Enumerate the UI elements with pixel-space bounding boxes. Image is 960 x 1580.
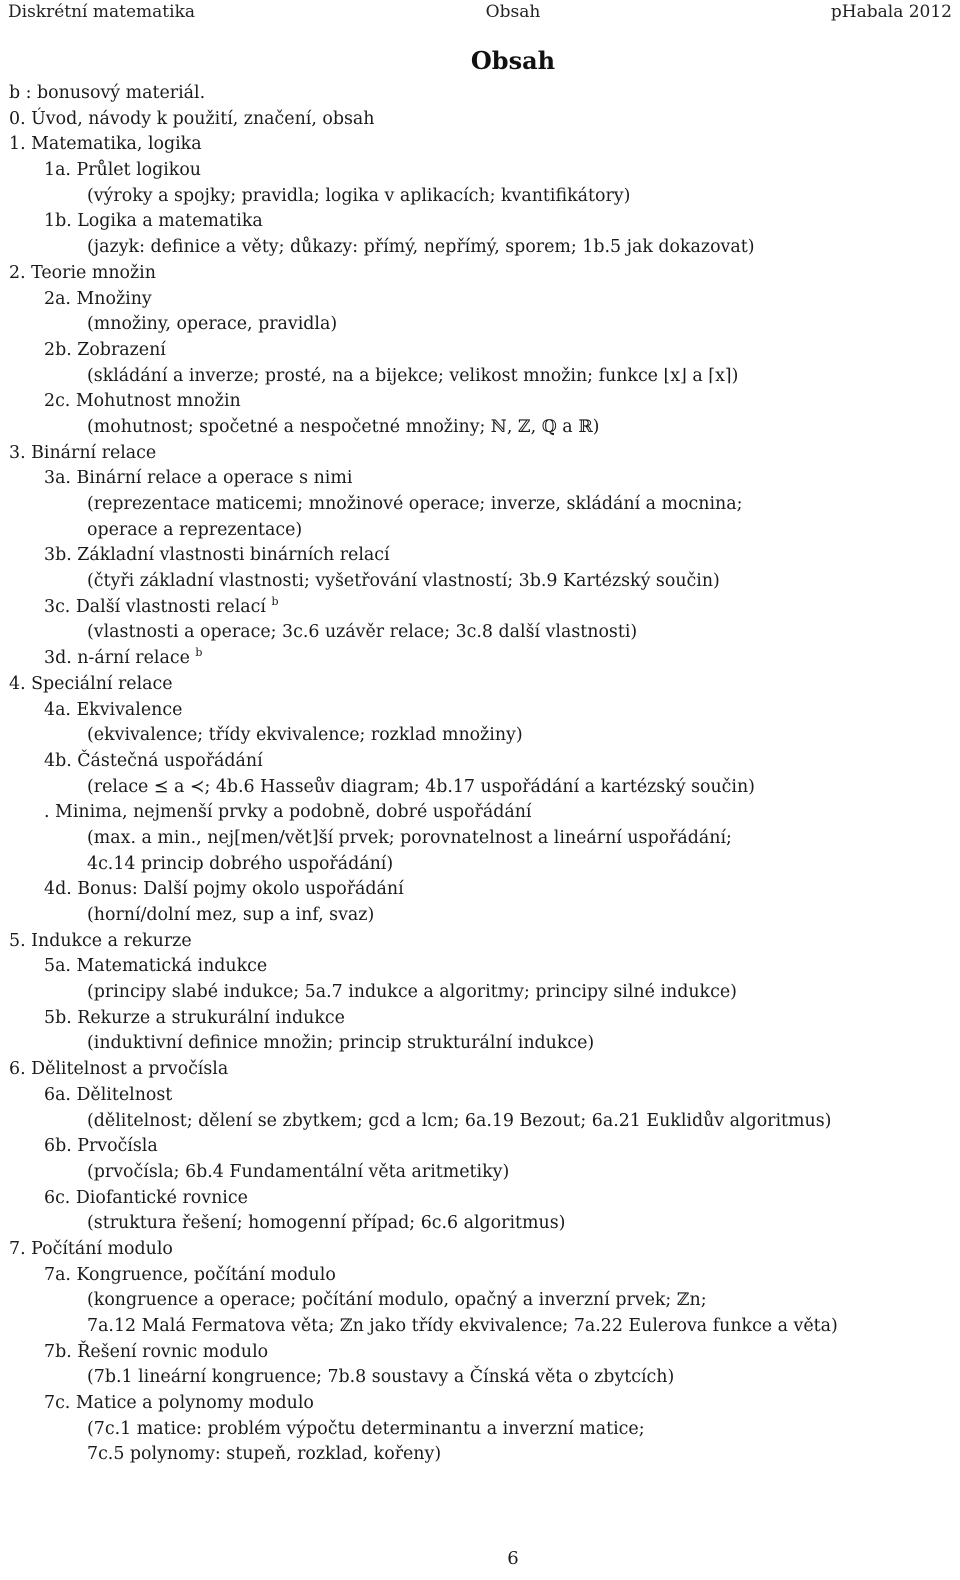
toc-line-text: 4c.14 princip dobrého uspořádání)	[87, 853, 394, 874]
bonus-marker: b	[195, 646, 203, 660]
toc-description	[9, 1109, 950, 1135]
toc-description	[9, 1365, 950, 1391]
toc-section	[9, 338, 950, 364]
toc-description	[9, 312, 950, 338]
toc-line-text: (mohutnost; spočetné a nespočetné množiny; ℕ, ℤ, ℚ a ℝ)	[87, 416, 600, 437]
toc-section	[9, 749, 950, 775]
toc-section	[9, 1134, 950, 1160]
toc-line-text: 2. Teorie množin	[9, 262, 156, 283]
toc-chapter	[9, 81, 950, 107]
toc-line-text: 4b. Částečná uspořádání	[44, 750, 263, 771]
toc-line-text: (induktivní definice množin; princip strukturální indukce)	[87, 1033, 595, 1054]
toc-line-text: 1. Matematika, logika	[9, 134, 202, 155]
toc-line-text: 2a. Množiny	[44, 288, 152, 309]
toc-line-text: 7. Počítání modulo	[9, 1238, 173, 1259]
header-center: Obsah	[485, 2, 541, 22]
toc-section	[9, 595, 950, 621]
toc-description	[9, 1211, 950, 1237]
toc-description	[9, 492, 950, 518]
toc-line-text: (kongruence a operace; počítání modulo, opačný a inverzní prvek; ℤn;	[87, 1290, 707, 1311]
toc-description	[9, 826, 950, 852]
toc-line-text: (čtyři základní vlastnosti; vyšetřování vlastností; 3b.9 Kartézský součin)	[87, 571, 720, 592]
toc-line-text: (horní/dolní mez, sup a inf, svaz)	[87, 905, 375, 925]
toc-section	[9, 209, 950, 235]
toc-line-text: operace a reprezentace)	[87, 519, 303, 540]
toc-line-text: 7a.12 Malá Fermatova věta; ℤn jako třídy ekvivalence; 7a.22 Eulerova funkce a věta)	[87, 1316, 838, 1336]
toc-description	[9, 775, 950, 801]
toc-line-text: 7c. Matice a polynomy modulo	[44, 1393, 314, 1414]
toc-chapter	[9, 132, 950, 158]
toc-line-text: 2c. Mohutnost množin	[44, 391, 241, 412]
toc-line-text: (relace ⪯ a ≺; 4b.6 Hasseův diagram; 4b.17 uspořádání a kartézský součin)	[87, 776, 755, 797]
toc-description	[9, 980, 950, 1006]
toc-line-text: 3a. Binární relace a operace s nimi	[44, 468, 353, 489]
toc-section	[9, 158, 950, 184]
toc-description	[9, 1031, 950, 1057]
toc-section	[9, 698, 950, 724]
toc-chapter	[9, 107, 950, 133]
toc-line-text: 2b. Zobrazení	[44, 339, 166, 360]
toc-description	[9, 1442, 950, 1468]
toc-line-text: (max. a min., nej[men/vět]ší prvek; porovnatelnost a lineární uspořádání;	[87, 827, 732, 848]
toc-description	[9, 415, 950, 441]
toc-section	[9, 954, 950, 980]
toc-line-text: (vlastnosti a operace; 3c.6 uzávěr relace; 3c.8 další vlastnosti)	[87, 622, 638, 643]
toc-section	[9, 1263, 950, 1289]
toc-line-text: 1a. Průlet logikou	[44, 160, 202, 181]
bonus-marker: b	[271, 594, 279, 608]
toc-description	[9, 1160, 950, 1186]
toc-description	[9, 723, 950, 749]
toc-line-text: 3d. n-ární relace	[44, 648, 190, 669]
toc-line-text: (7b.1 lineární kongruence; 7b.8 soustavy a Čínská věta o zbytcích)	[87, 1367, 675, 1388]
toc-section	[9, 466, 950, 492]
toc-section	[9, 1083, 950, 1109]
toc-line-text: (výroky a spojky; pravidla; logika v aplikacích; kvantifikátory)	[87, 185, 631, 206]
toc-line-text: 6. Dělitelnost a prvočísla	[9, 1059, 229, 1080]
toc-line-text: (ekvivalence; třídy ekvivalence; rozklad množiny)	[87, 725, 523, 746]
toc-section	[9, 877, 950, 903]
toc-line-text: (struktura řešení; homogenní případ; 6c.6 algoritmus)	[87, 1213, 566, 1234]
toc-line-text: 3b. Základní vlastnosti binárních relací	[44, 545, 390, 566]
toc-section	[9, 1391, 950, 1417]
toc-section	[9, 1340, 950, 1366]
toc-line-text: 5. Indukce a rekurze	[9, 930, 192, 951]
toc-line-text: 5a. Matematická indukce	[44, 956, 268, 977]
header-left: Diskrétní matematika	[8, 2, 196, 22]
toc-line-text: 4. Speciální relace	[9, 673, 173, 694]
toc-line-text: 4a. Ekvivalence	[44, 699, 183, 720]
toc-line-text: (prvočísla; 6b.4 Fundamentální věta aritmetiky)	[87, 1161, 510, 1182]
toc-description	[9, 184, 950, 210]
toc-chapter	[9, 672, 950, 698]
toc-line-text: 1b. Logika a matematika	[44, 211, 263, 232]
toc-line-text: b : bonusový materiál.	[9, 83, 206, 103]
toc-chapter	[9, 261, 950, 287]
toc-description	[9, 518, 950, 544]
header-right: pHabala 2012	[830, 2, 952, 22]
toc-chapter	[9, 929, 950, 955]
toc-line-text: 3. Binární relace	[9, 442, 157, 463]
toc-line-text: (jazyk: definice a věty; důkazy: přímý, nepřímý, sporem; 1b.5 jak dokazovat)	[87, 237, 755, 258]
page-title: Obsah	[470, 46, 556, 75]
toc-chapter	[9, 441, 950, 467]
toc-description	[9, 235, 950, 261]
toc-description	[9, 1314, 950, 1340]
toc-line-text: 0. Úvod, návody k použití, značení, obsah	[9, 108, 375, 129]
toc-section	[9, 800, 950, 826]
toc-line-text: 3c. Další vlastnosti relací	[44, 596, 266, 617]
toc-description	[9, 1417, 950, 1443]
toc-line-text: (7c.1 matice: problém výpočtu determinantu a inverzní matice;	[87, 1418, 645, 1439]
toc-line-text: (množiny, operace, pravidla)	[87, 314, 338, 335]
toc-line-text: 6b. Prvočísla	[44, 1136, 158, 1157]
toc-line-text: (reprezentace maticemi; množinové operace; inverze, skládání a mocnina;	[87, 494, 743, 514]
toc-line-text: 6c. Diofantické rovnice	[44, 1187, 248, 1208]
page-number: 6	[507, 1548, 519, 1569]
toc-section	[9, 1006, 950, 1032]
toc-description	[9, 569, 950, 595]
toc-line-text: . Minima, nejmenší prvky a podobně, dobré uspořádání	[44, 802, 532, 823]
toc-section	[9, 389, 950, 415]
toc-description	[9, 620, 950, 646]
table-of-contents	[9, 81, 950, 1468]
toc-line-text: 6a. Dělitelnost	[44, 1084, 173, 1105]
toc-section	[9, 287, 950, 313]
toc-line-text: (skládání a inverze; prosté, na a bijekce; velikost množin; funkce ⌊x⌋ a ⌈x⌉)	[87, 365, 739, 386]
toc-section	[9, 646, 950, 672]
toc-line-text: (principy slabé indukce; 5a.7 indukce a algoritmy; principy silné indukce)	[87, 982, 737, 1003]
toc-line-text: (dělitelnost; dělení se zbytkem; gcd a lcm; 6a.19 Bezout; 6a.21 Euklidův algoritmus)	[87, 1110, 832, 1131]
toc-description	[9, 852, 950, 878]
toc-line-text: 4d. Bonus: Další pojmy okolo uspořádání	[44, 879, 404, 900]
toc-section	[9, 543, 950, 569]
toc-description	[9, 1288, 950, 1314]
toc-section	[9, 1186, 950, 1212]
toc-line-text: 5b. Rekurze a strukurální indukce	[44, 1007, 345, 1028]
toc-chapter	[9, 1057, 950, 1083]
toc-line-text: 7c.5 polynomy: stupeň, rozklad, kořeny)	[87, 1444, 442, 1465]
toc-description	[9, 364, 950, 390]
toc-chapter	[9, 1237, 950, 1263]
toc-line-text: 7b. Řešení rovnic modulo	[44, 1341, 269, 1362]
toc-line-text: 7a. Kongruence, počítání modulo	[44, 1264, 336, 1285]
toc-description	[9, 903, 950, 929]
